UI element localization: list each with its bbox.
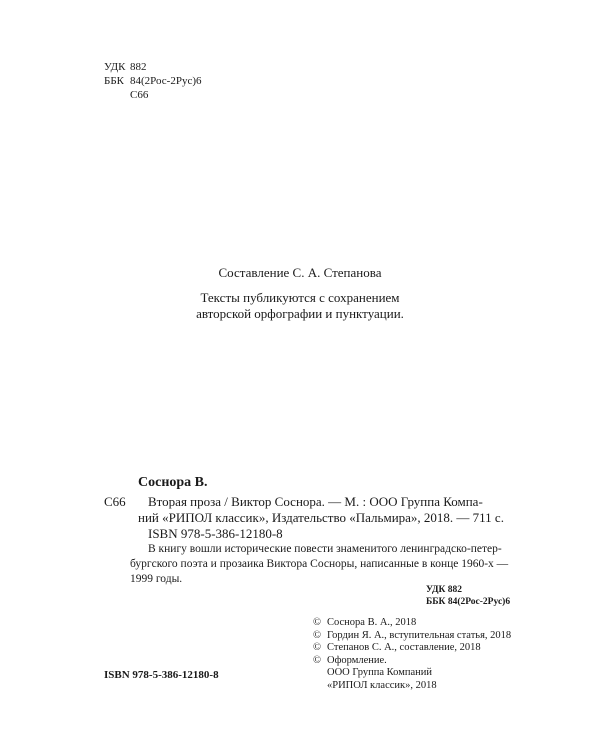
copyright-line: ООО Группа Компаний xyxy=(327,667,432,678)
copyright-line: © Степанов С. А., составление, 2018 xyxy=(313,642,481,653)
copyright-line: © Оформление. xyxy=(313,654,387,666)
udk-label: УДК xyxy=(104,61,126,73)
annotation-line: бургского поэта и прозаика Виктора Сосноры, написанные в конце 1960-х — xyxy=(130,558,509,570)
note-line: авторской орфографии и пунктуации. xyxy=(196,306,404,321)
description-line: ний «РИПОЛ классик», Издательство «Пальмира», 2018. — 711 с. xyxy=(138,510,504,525)
annotation-line: 1999 годы. xyxy=(130,573,183,585)
classification-codes xyxy=(104,60,202,102)
author-code: С66 xyxy=(130,89,149,101)
isbn-bottom: ISBN 978-5-386-12180-8 xyxy=(104,669,219,681)
copyright-line: «РИПОЛ классик», 2018 xyxy=(327,679,437,691)
copyright-line: © Гордин Я. А., вступительная статья, 2018 xyxy=(313,629,512,641)
catalog-code: С66 xyxy=(104,494,126,509)
udk-value: 882 xyxy=(130,61,147,73)
mini-udk: УДК 882 xyxy=(426,585,463,595)
orthography-note xyxy=(0,290,600,322)
copyright-block xyxy=(313,617,511,692)
compiler-credit: Составление С. А. Степанова xyxy=(218,265,382,280)
annotation-line: В книгу вошли исторические повести знаменитого ленинградско-петер- xyxy=(148,543,502,555)
description-line: Вторая проза / Виктор Соснора. — М. : ООО Группа Компа- xyxy=(148,494,483,509)
mini-codes xyxy=(426,584,510,608)
catalog-author: Соснора В. xyxy=(138,475,208,490)
note-line: Тексты публикуются с сохранением xyxy=(200,290,400,305)
book-annotation xyxy=(130,542,509,587)
bbk-value: 84(2Рос-2Рус)6 xyxy=(130,75,202,87)
mini-bbk: ББК 84(2Рос-2Рус)6 xyxy=(426,597,511,607)
catalog-isbn: ISBN 978-5-386-12180-8 xyxy=(148,526,283,541)
catalog-description xyxy=(138,494,504,542)
copyright-line: © Соснора В. А., 2018 xyxy=(313,617,417,628)
bbk-label: ББК xyxy=(104,75,124,87)
